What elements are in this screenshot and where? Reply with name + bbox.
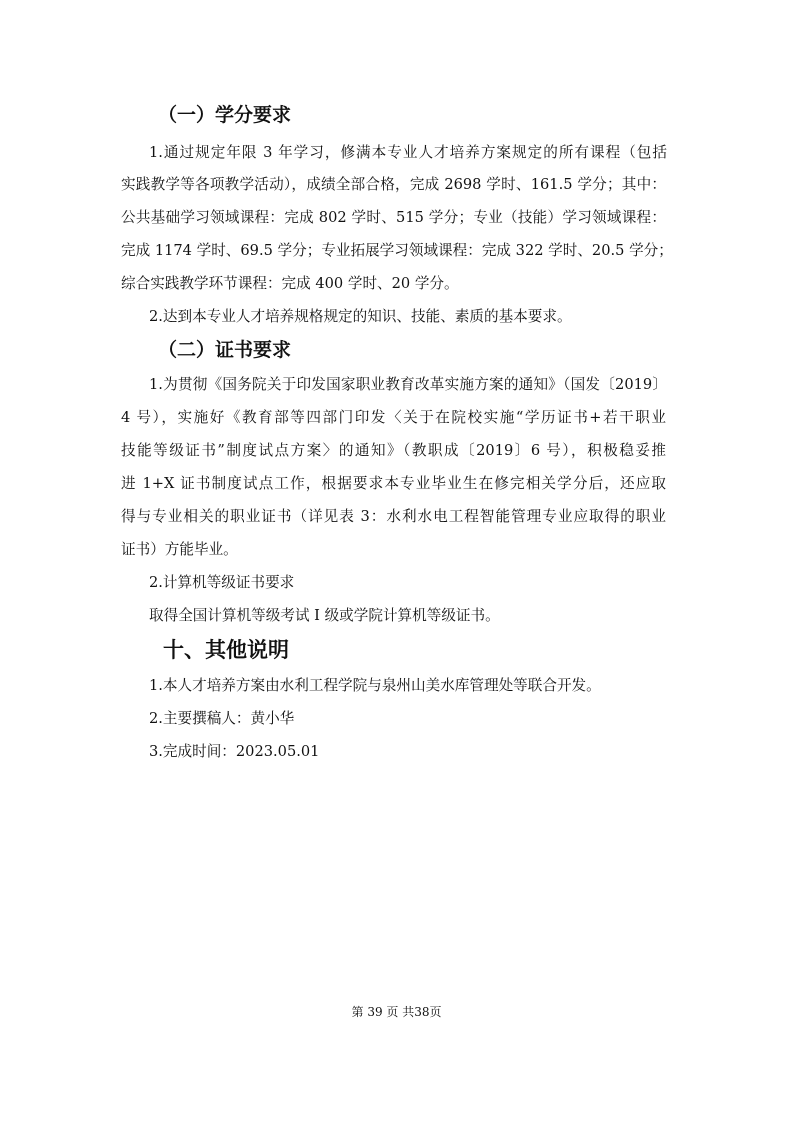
credits-paragraph-1-line-4: 完成 1174 学时、69.5 学分；专业拓展学习领域课程：完成 322 学时、20.5 学分；	[121, 242, 673, 259]
certs-paragraph-1-line-1: 1.为贯彻《国务院关于印发国家职业教育改革实施方案的通知》（国发〔2019〕	[149, 376, 667, 393]
page-footer: 第 39 页 共38页	[351, 1005, 442, 1019]
certs-paragraph-2: 2.计算机等级证书要求	[149, 574, 295, 591]
credits-paragraph-1-line-5: 综合实践教学环节课程：完成 400 学时、20 学分。	[121, 275, 459, 292]
other-notes-item-3: 3.完成时间：2023.05.01	[149, 743, 320, 760]
certs-paragraph-1-line-3: 技能等级证书”制度试点方案〉的通知》（教职成〔2019〕6 号），积极稳妥推	[121, 442, 666, 459]
certs-paragraph-1-line-4: 进 1+X 证书制度试点工作，根据要求本专业毕业生在修完相关学分后，还应取	[121, 475, 666, 492]
heading-other-notes: 十、其他说明	[163, 638, 289, 662]
credits-paragraph-1-line-3: 公共基础学习领域课程：完成 802 学时、515 学分；专业（技能）学习领域课程：	[121, 209, 666, 226]
heading-certificate-requirements: （二）证书要求	[158, 339, 292, 361]
certs-paragraph-1-line-5: 得与专业相关的职业证书（详见表 3：水利水电工程智能管理专业应取得的职业	[121, 508, 666, 525]
certs-paragraph-1-line-6: 证书）方能毕业。	[121, 541, 238, 558]
certs-paragraph-3: 取得全国计算机等级考试 I 级或学院计算机等级证书。	[149, 607, 500, 624]
credits-paragraph-1-line-1: 1.通过规定年限 3 年学习，修满本专业人才培养方案规定的所有课程（包括	[149, 144, 667, 161]
credits-paragraph-1-line-2: 实践教学等各项教学活动），成绩全部合格，完成 2698 学时、161.5 学分；其中：	[121, 176, 666, 193]
heading-credit-requirements: （一）学分要求	[158, 104, 292, 126]
other-notes-item-1: 1.本人才培养方案由水利工程学院与泉州山美水库管理处等联合开发。	[149, 677, 601, 694]
certs-paragraph-1-line-2: 4 号），实施好《教育部等四部门印发〈关于在院校实施“学历证书+若干职业	[121, 409, 666, 426]
credits-paragraph-2: 2.达到本专业人才培养规格规定的知识、技能、素质的基本要求。	[149, 308, 572, 325]
other-notes-item-2: 2.主要撰稿人：黄小华	[149, 710, 295, 727]
